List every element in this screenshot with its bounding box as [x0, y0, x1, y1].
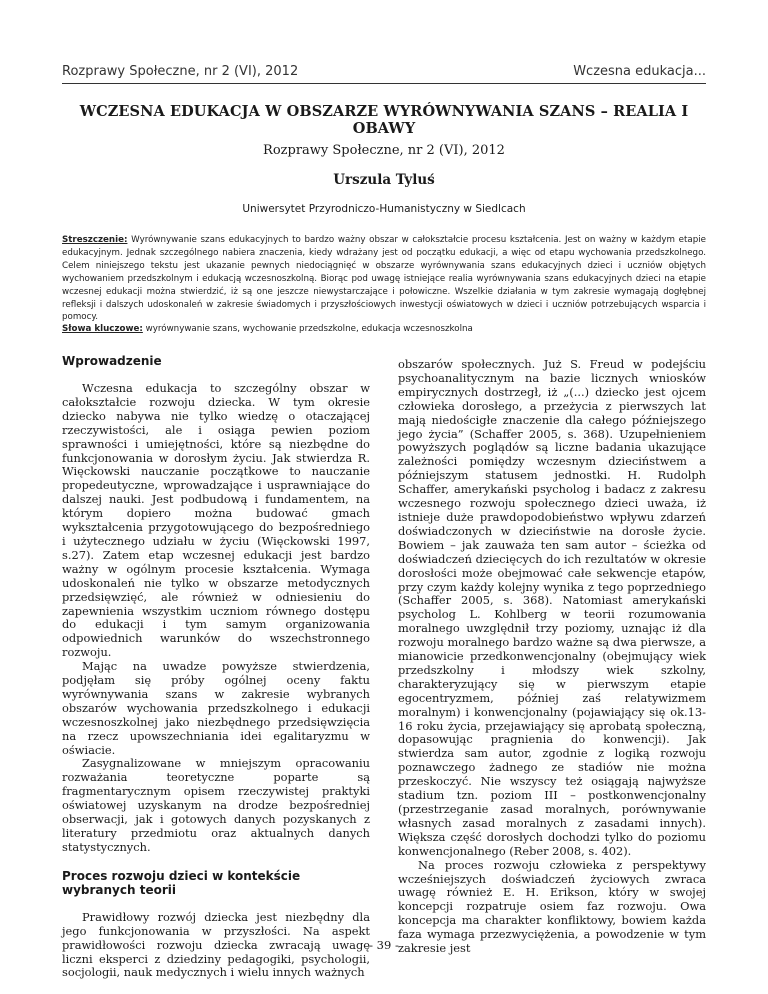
section-heading-development: Proces rozwoju dzieci w kontekście wybranych teorii [62, 868, 301, 897]
journal-line: Rozprawy Społeczne, nr 2 (VI), 2012 [263, 143, 505, 158]
author-name: Urszula Tyluś [333, 172, 435, 188]
section-heading-introduction: Wprowadzenie [62, 354, 162, 368]
paragraph: Mając na uwadze powyższe stwierdzenia, podjęłam się próby ogólnej oceny faktu wyrównywania szans w zakresie wybranych obszarów wychowania przedszkolnego i edukacji wczesnoszkolnej jako niezbędnego przedsięwzięcia na rzecz upowszechniania idei egalitaryzmu w oświacie. [62, 659, 370, 757]
abstract-label: Streszczenie: [62, 235, 128, 245]
paragraph: Wczesna edukacja to szczególny obszar w całokształcie rozwoju dziecka. W tym okresie dziecko nabywa nie tylko wiedzę o otaczającej rzeczywistości, ale i osiąga pewien poziom sprawności i umiejętności, które są niezbędne do funkcjonowania w dorosłym życiu. Jak stwierdza R. Więckowski nauczanie początkowe to nauczanie propedeutyczne, wprowadzające i usprawniające do dalszej nauki. Jest podbudową i fundamentem, na którym dopiero można budować gmach wykształcenia przygotowującego do bezpośredniego i użytecznego udziału w życiu (Więckowski 1997, s.27). Zatem etap wczesnej edukacji jest bardzo ważny w ogólnym procesie kształcenia. Wymaga udoskonaleń nie tylko w obszarze metodycznych przedsięwzięć, ale również w odniesieniu do zapewnienia wszystkim uczniom równego dostępu do edukacji i tym samym organizowania odpowiednich warunków do wszechstronnego rozwoju. [62, 381, 370, 660]
keywords [62, 324, 706, 334]
keywords-text: wyrównywanie szans, wychowanie przedszkolne, edukacja wczesnoszkolna [142, 324, 473, 334]
article-title: WCZESNA EDUKACJA W OBSZARZE WYRÓWNYWANIA SZANS – REALIA I OBAWY [79, 103, 689, 137]
affiliation: Uniwersytet Przyrodniczo-Humanistyczny w Siedlcach [242, 203, 526, 215]
paragraph: Zasygnalizowane w mniejszym opracowaniu rozważania teoretyczne poparte są fragmentarycznym opisem rzeczywistej praktyki oświatowej uzyskanym na drodze bezpośredniej obserwacji, jak i gotowych danych pozyskanych z literatury przedmiotu oraz aktualnych danych statystycznych. [62, 756, 370, 854]
header-journal: Rozprawy Społeczne, nr 2 (VI), 2012 [62, 64, 299, 79]
paragraph: Na proces rozwoju człowieka z perspektywy wcześniejszych doświadczeń życiowych zwraca uwagę również E. H. Erikson, który w swojej koncepcji rozpatruje osiem faz rozwoju. Owa koncepcja ma charakter konfliktowy, bowiem każda faza wymaga przezwyciężenia, a powodzenie w tym zakresie jest [398, 857, 706, 956]
abstract-text: Wyrównywanie szans edukacyjnych to bardzo ważny obszar w całokształcie procesu kształcenia. Jest on ważny w każdym etapie edukacyjnym. Jednak szczególnego nabiera znaczenia, kiedy wdrażany jest od początku edukacji, a więc od etapu wychowania przedszkolnego. Celem niniejszego tekstu jest ukazanie pewnych niedociągnięć w obszarze wyrównywania szans edukacyjnych dzieci i uczniów objętych wychowaniem przedszkolnym i edukacją wczesnoszkolną. Biorąc pod uwagę istniejące realia wyrównywania szans edukacyjnych dzieci na etapie wczesnej edukacji można stwierdzić, iż są one jeszcze niewystarczające i połowiczne. Wszelkie działania w tym zakresie wymagają dogłębnej refleksji i dalszych udoskonaleń w zakresie świadomych i przyszłościowych inwestycji oświatowych w dzieci i uczniów potrzebujących wsparcia i pomocy. [62, 235, 706, 323]
header-short-title: Wczesna edukacja... [573, 64, 706, 79]
running-header [62, 62, 706, 84]
header-rule [62, 83, 706, 84]
paragraph: Prawidłowy rozwój dziecka jest niezbędny dla jego funkcjonowania w przyszłości. Na aspekt prawidłowości rozwoju dziecka zwracają uwagę liczni eksperci z dziedziny pedagogiki, psychologii, socjologii, nauk medycznych i wielu innych ważnych [62, 909, 370, 980]
abstract [62, 234, 706, 324]
page-number: - 39 - [369, 938, 399, 952]
right-column [398, 358, 706, 956]
keywords-label: Słowa kluczowe: [62, 324, 143, 334]
left-column [62, 354, 370, 980]
paragraph: obszarów społecznych. Już S. Freud w podejściu psychoanalitycznym na bazie licznych wniosków empirycznych dostrzegł, iż „(...) dziecko jest ojcem człowieka dorosłego, a przeżycia z pierwszych lat mają niedościgłe znaczenie dla całego późniejszego jego życia” (Schaffer 2005, s. 368). Uzupełnieniem powyższych poglądów są liczne badania ukazujące zależności pomiędzy wczesnym dzieciństwem a późniejszym statusem jednostki. H. Rudolph Schaffer, amerykański psycholog i badacz z zakresu wczesnego rozwoju społecznego dzieci uważa, iż istnieje duże prawdopodobieństwo wpływu zdarzeń doświadczonych w dzieciństwie na dorosłe życie. Bowiem – jak zauważa ten sam autor – ścieżka od doświadczeń dziecięcych do ich rezultatów w okresie dorosłości może obejmować całe sekwencje etapów, przy czym każdy kolejny wynika z tego poprzedniego (Schaffer 2005, s. 368). Natomiast amerykański psycholog L. Kohlberg w teorii rozumowania moralnego uwzględnił trzy poziomy, uznając iż dla rozwoju moralnego bardzo ważne są dwa pierwsze, a mianowicie przedkonwencjonalny (obejmujący wiek przedszkolny i młodszy wiek szkolny, charakteryzujący się w pierwszym etapie egocentryzmem, później zaś relatywizmem moralnym) i konwencjonalny (pojawiający się ok.13-16 roku życia, przejawiający się aprobatą społeczną, dopasowując pragnienia do konwencji). Jak stwierdza sam autor, zgodnie z logiką rozwoju poznawczego żadnego ze stadiów nie można przeskoczyć. Nie wszyscy też osiągają najwyższe stadium tzn. poziom III – postkonwencjonalny (przestrzeganie zasad moralnych, porównywanie własnych zasad moralnych z zasadami innych). Większa część dorosłych dochodzi tylko do poziomu konwencjonalnego (Reber 2008, s. 402). [398, 357, 706, 858]
